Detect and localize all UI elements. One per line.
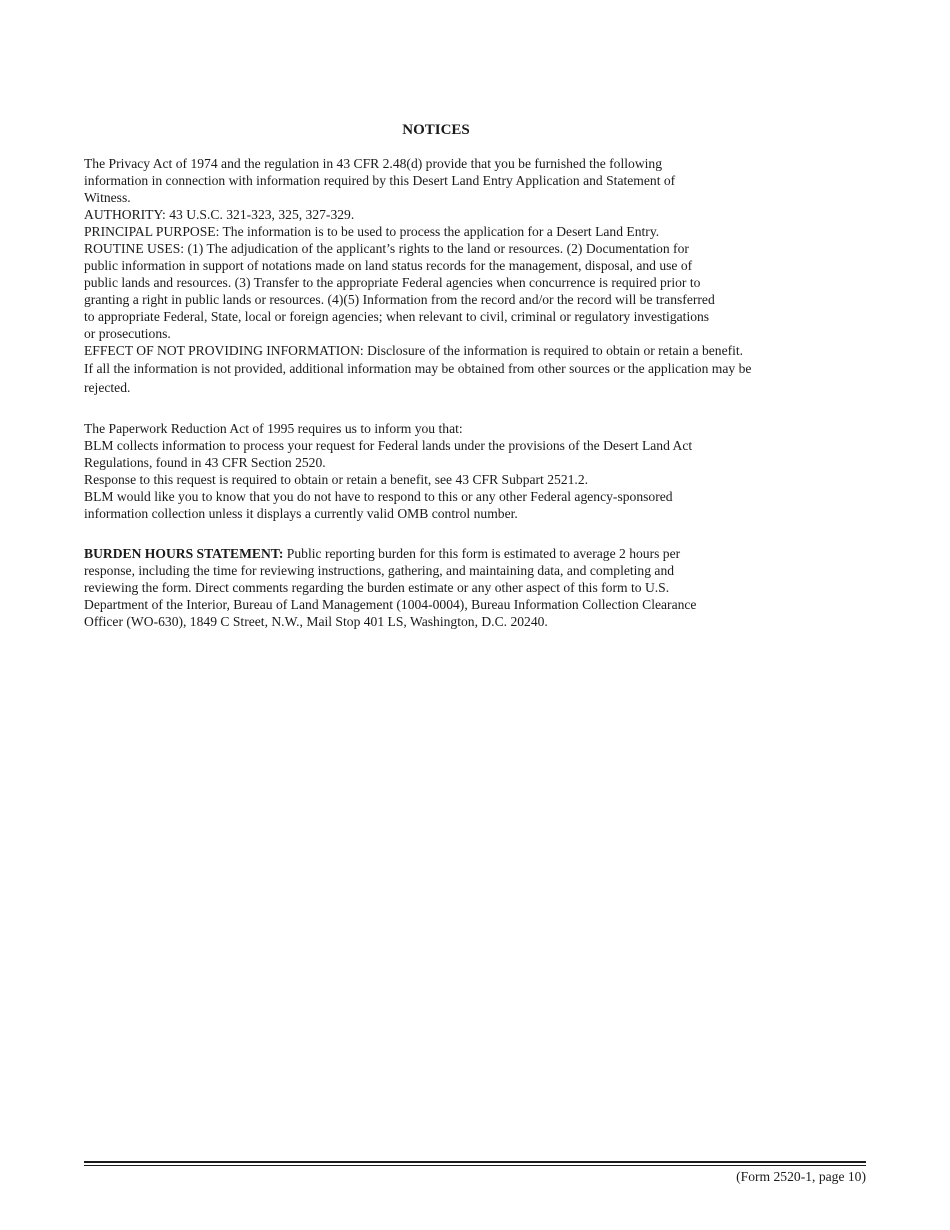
routine-uses-line: public lands and resources. (3) Transfer to the appropriate Federal agencies when concurrence is required prior to — [84, 275, 701, 290]
effect-line: If all the information is not provided, additional information may be obtained from other sources or the application may be — [84, 361, 752, 376]
burden-line-text: Public reporting burden for this form is estimated to average 2 hours per — [283, 546, 681, 561]
paperwork-line: information collection unless it displays a currently valid OMB control number. — [84, 506, 518, 521]
footer-rule-thin — [84, 1165, 866, 1166]
burden-hours-statement — [84, 545, 866, 630]
privacy-act-notice — [84, 155, 866, 396]
paperwork-line: Regulations, found in 43 CFR Section 2520. — [84, 455, 326, 470]
effect-line: EFFECT OF NOT PROVIDING INFORMATION: Disclosure of the information is required to obtain or retain a benefit. — [84, 343, 744, 358]
burden-line: response, including the time for reviewing instructions, gathering, and maintaining data, and completing and — [84, 563, 675, 578]
page-title: NOTICES — [402, 122, 470, 138]
form-page-footer: (Form 2520-1, page 10) — [736, 1169, 866, 1184]
effect-line: rejected. — [84, 379, 131, 395]
paperwork-line: BLM collects information to process your request for Federal lands under the provisions of the Desert Land Act — [84, 438, 693, 453]
burden-line: Department of the Interior, Bureau of Land Management (1004-0004), Bureau Information Collection Clearance — [84, 597, 697, 612]
document-page — [84, 0, 866, 1230]
paperwork-line: BLM would like you to know that you do not have to respond to this or any other Federal agency-sponsored — [84, 489, 673, 504]
footer-rule-thick — [84, 1161, 866, 1163]
routine-uses-line: to appropriate Federal, State, local or foreign agencies; when relevant to civil, criminal or regulatory investigations — [84, 309, 710, 324]
burden-first-line — [84, 545, 866, 562]
routine-uses-line: granting a right in public lands or resources. (4)(5) Information from the record and/or the record will be transferred — [84, 292, 715, 307]
paperwork-line: Response to this request is required to obtain or retain a benefit, see 43 CFR Subpart 2521.2. — [84, 472, 589, 487]
burden-line: reviewing the form. Direct comments regarding the burden estimate or any other aspect of this form to U.S. — [84, 580, 670, 595]
privacy-line: information in connection with information required by this Desert Land Entry Application and Statement of — [84, 173, 676, 188]
routine-uses-line: ROUTINE USES: (1) The adjudication of the applicant’s rights to the land or resources. (2) Documentation for — [84, 241, 689, 256]
authority-line: AUTHORITY: 43 U.S.C. 321-323, 325, 327-329. — [84, 207, 355, 222]
privacy-line: The Privacy Act of 1974 and the regulation in 43 CFR 2.48(d) provide that you be furnished the following — [84, 156, 663, 171]
routine-uses-line: or prosecutions. — [84, 326, 171, 341]
paperwork-line: The Paperwork Reduction Act of 1995 requires us to inform you that: — [84, 421, 463, 436]
paperwork-reduction-notice — [84, 420, 866, 522]
burden-line: Officer (WO-630), 1849 C Street, N.W., Mail Stop 401 LS, Washington, D.C. 20240. — [84, 614, 548, 629]
burden-heading: BURDEN HOURS STATEMENT: — [84, 546, 284, 561]
privacy-line: Witness. — [84, 190, 131, 205]
routine-uses-line: public information in support of notations made on land status records for the management, disposal, and use of — [84, 258, 693, 273]
principal-purpose-line: PRINCIPAL PURPOSE: The information is to be used to process the application for a Desert Land Entry. — [84, 224, 660, 239]
